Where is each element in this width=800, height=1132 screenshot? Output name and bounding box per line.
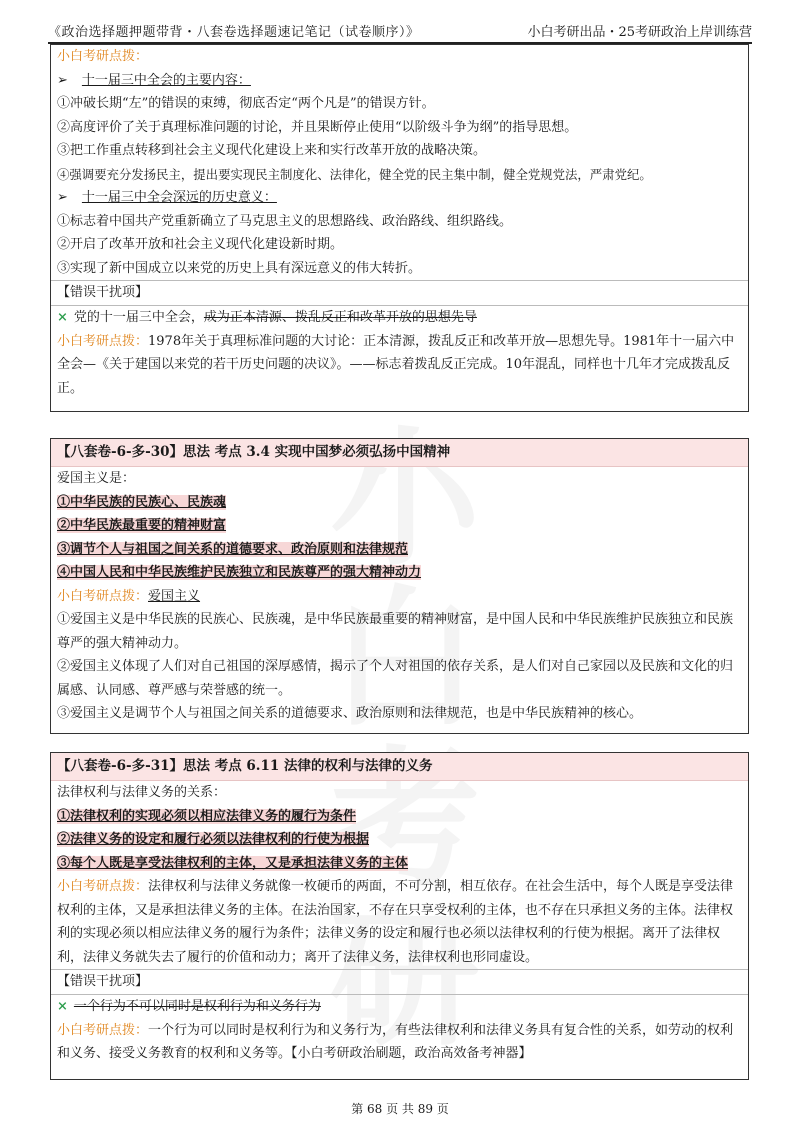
list-item: ②开启了改革开放和社会主义现代化建设新时期。 — [57, 237, 344, 252]
correct-option: ③调节个人与祖国之间关系的道德要求、政治原则和法律规范 — [57, 541, 409, 557]
cross-icon: × — [57, 999, 68, 1014]
correct-option: ①中华民族的民族心、民族魂 — [57, 494, 227, 510]
list-item: ③实现了新中国成立以来党的历史上具有深远意义的伟大转折。 — [57, 260, 422, 276]
question-title: 【八套卷-6-多-30】思法 考点 3.4 实现中国梦必须弘扬中国精神 — [51, 439, 748, 467]
correct-option: ④中国人民和中华民族维护民族独立和民族尊严的强大精神动力 — [57, 565, 422, 580]
cross-icon: × — [57, 310, 68, 325]
list-item: ③把工作重点转移到社会主义现代化建设上来和实行改革开放的战略决策。 — [57, 143, 487, 158]
note-block-1 — [50, 44, 749, 412]
hint-text: 一个行为可以同时是权利行为和义务行为，有些法律权利和法律义务具有复合性的关系，如劳动的权利和义务、接受义务教育的权利和义务等。【小白考研政治刷题，政治高效备考神器】 — [57, 1022, 734, 1061]
hint-text: 1978年关于真理标准问题的大讨论：正本清源，拨乱反正和改革开放—思想先导。1981年十一届六中全会—《关于建国以来党的若干历史问题的决议》。——标志着拨乱反正完成。10年混乱，同样也十几年才完成拨乱反正。 — [57, 333, 735, 396]
page-number: 第 68 页 共 89 页 — [351, 1102, 449, 1116]
hint-label: 小白考研点拨： — [57, 1022, 149, 1038]
list-item: ②高度评价了关于真理标准问题的讨论，并且果断停止使用“以阶级斗争为纲”的指导思想。 — [57, 119, 578, 135]
note-paragraph: ①爱国主义是中华民族的民族心、民族魂，是中华民族最重要的精神财富，是中国人民和中华民族维护民族独立和民族尊严的强大精神动力。 — [57, 612, 734, 651]
subheading: 十一届三中全会深远的历史意义： — [81, 190, 277, 205]
question-title: 【八套卷-6-多-31】思法 考点 6.11 法律的权利与法律的义务 — [51, 753, 748, 781]
page-header — [48, 14, 752, 44]
note-paragraph: ③爱国主义是调节个人与祖国之间关系的道德要求、政治原则和法律规范，也是中华民族精神的核心。 — [57, 706, 643, 721]
error-distractor-heading: 【错误干扰项】 — [51, 969, 748, 995]
arrow-bullet-icon: ➢ — [57, 190, 68, 205]
list-item: ①冲破长期“左”的错误的束缚，彻底否定“两个凡是”的错误方针。 — [57, 96, 435, 111]
hint-label: 小白考研点拨： — [57, 49, 149, 64]
hint-label: 小白考研点拨： — [57, 333, 149, 349]
question-stem: 爱国主义是： — [57, 471, 136, 486]
list-item: ④强调要充分发扬民主，提出要实现民主制度化、法律化，健全党的民主集中制，健全党规党法，严肃党纪。 — [57, 166, 652, 182]
correct-option: ②法律义务的设定和履行必须以法律权利的行使为根据 — [57, 832, 370, 847]
note-paragraph: ②爱国主义体现了人们对自己祖国的深厚感情，揭示了个人对祖国的依存关系，是人们对自己家园以及民族和文化的归属感、认同感、尊严感与荣誉感的统一。 — [57, 659, 734, 698]
correct-option: ①法律权利的实现必须以相应法律义务的履行为条件 — [57, 808, 357, 824]
question-block-30 — [50, 438, 749, 734]
header-publisher: 小白考研出品・25考研政治上岸训练营 — [527, 25, 752, 40]
hint-label: 小白考研点拨： — [57, 588, 149, 604]
list-item: ①标志着中国共产党重新确立了马克思主义的思想路线、政治路线、组织路线。 — [57, 213, 513, 229]
correct-option: ③每个人既是享受法律权利的主体，又是承担法律义务的主体 — [57, 855, 409, 871]
correct-option: ②中华民族最重要的精神财富 — [57, 518, 227, 533]
distractor-strike-text: 成为正本清源、拨乱反正和改革开放的思想先导 — [203, 310, 477, 325]
hint-text: 法律权利与法律义务就像一枚硬币的两面，不可分割，相互依存。在社会生活中，每个人既是享受法律权利的主体，又是承担法律义务的主体。在法治国家，不存在只享受权利的主体，也不存在只承担义务的主体。法律权利的实现必须以相应法律义务的履行为条件；法律义务的设定和履行也必须以法律权利的行使为根据。离开了法律权利，法律义务就失去了履行的价值和动力；离开了法律义务，法律权利也形同虚设。 — [57, 879, 734, 965]
question-block-31 — [50, 752, 749, 1080]
error-distractor-heading: 【错误干扰项】 — [51, 280, 748, 306]
hint-topic: 爱国主义 — [148, 588, 201, 604]
distractor-text: 党的十一届三中全会， — [73, 310, 204, 325]
distractor-strike-text: 一个行为不可以同时是权利行为和义务行为 — [73, 999, 321, 1014]
arrow-bullet-icon: ➢ — [57, 72, 68, 88]
header-book-title: 《政治选择题押题带背・八套卷选择题速记笔记（试卷顺序）》 — [48, 25, 420, 40]
subheading: 十一届三中全会的主要内容： — [81, 72, 251, 88]
question-stem: 法律权利与法律义务的关系： — [57, 785, 227, 800]
hint-label: 小白考研点拨： — [57, 879, 149, 894]
